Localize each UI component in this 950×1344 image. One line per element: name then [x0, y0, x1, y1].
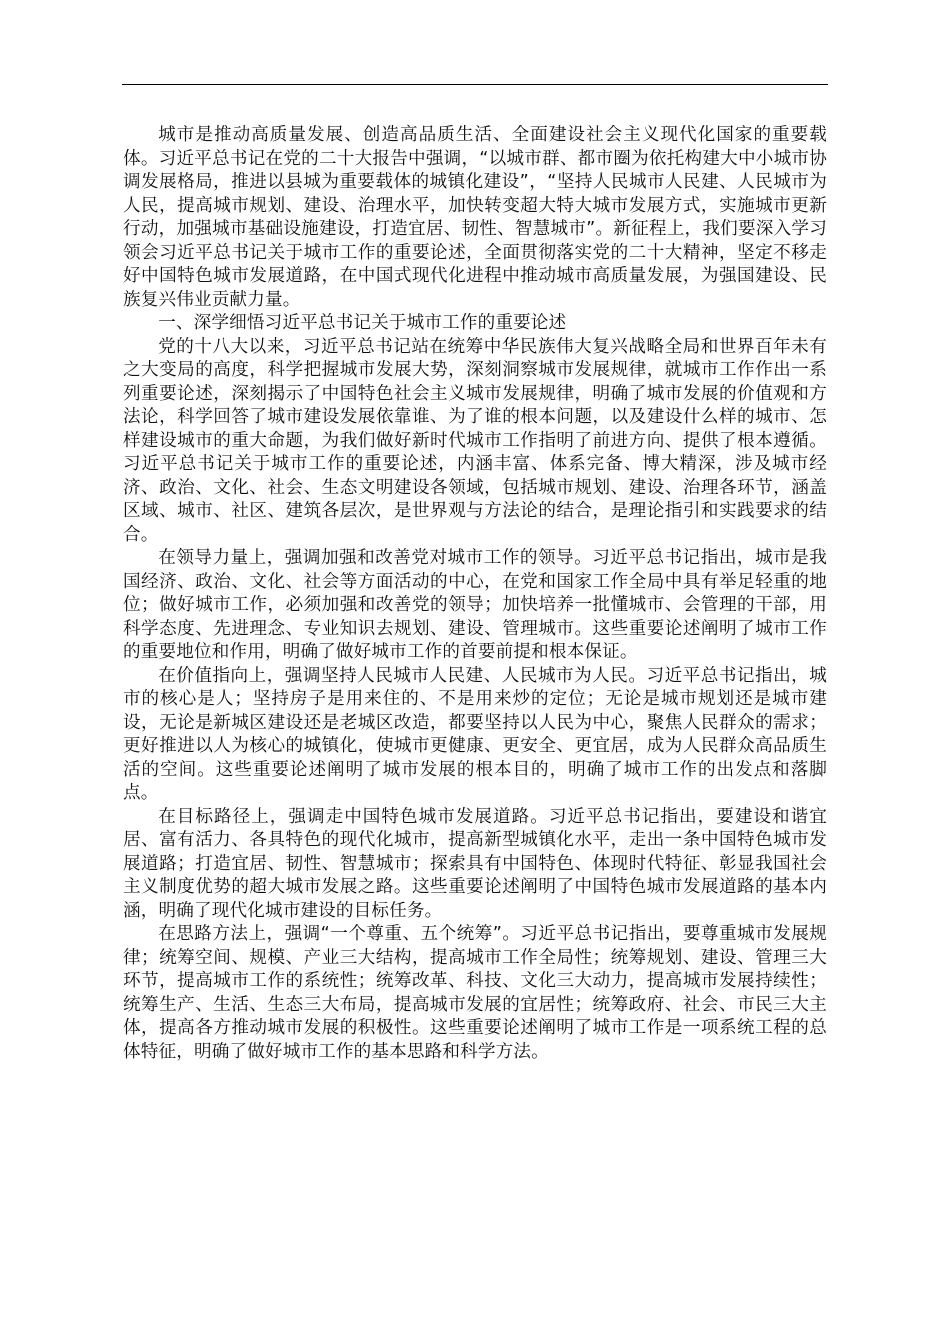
paragraph-intro: 城市是推动高质量发展、创造高品质生活、全面建设社会主义现代化国家的重要载体。习近平总书记在党的二十大报告中强调，“以城市群、都市圈为依托构建大中小城市协调发展格局，推进以县城为重要载体的城镇化建设”，“坚持人民城市人民建、人民城市为人民，提高城市规划、建设、治理水平，加快转变超大特大城市发展方式，实施城市更新行动，加强城市基础设施建设，打造宜居、韧性、智慧城市”。新征程上，我们要深入学习领会习近平总书记关于城市工作的重要论述，全面贯彻落实党的二十大精神，坚定不移走好中国特色城市发展道路，在中国式现代化进程中推动城市高质量发展，为强国建设、民族复兴伟业贡献力量。 — [123, 125, 827, 310]
article-body — [123, 124, 827, 1064]
paragraph-leadership: 在领导力量上，强调加强和改善党对城市工作的领导。习近平总书记指出，城市是我国经济、政治、文化、社会等方面活动的中心，在党和国家工作全局中具有举足轻重的地位；做好城市工作，必须加强和改善党的领导；加快培养一批懂城市、会管理的干部，用科学态度、先进理念、专业知识去规划、建设、管理城市。这些重要论述阐明了城市工作的重要地位和作用，明确了做好城市工作的首要前提和根本保证。 — [123, 548, 827, 662]
paragraph-values: 在价值指向上，强调坚持人民城市人民建、人民城市为人民。习近平总书记指出，城市的核心是人；坚持房子是用来住的、不是用来炒的定位；无论是城市规划还是城市建设，无论是新城区建设还是老城区改造，都要坚持以人民为中心，聚焦人民群众的需求；更好推进以人为核心的城镇化，使城市更健康、更安全、更宜居，成为人民群众高品质生活的空间。这些重要论述阐明了城市发展的根本目的，明确了城市工作的出发点和落脚点。 — [123, 665, 827, 803]
paragraph-methods: 在思路方法上，强调“一个尊重、五个统筹”。习近平总书记指出，要尊重城市发展规律；统筹空间、规模、产业三大结构，提高城市工作全局性；统筹规划、建设、管理三大环节，提高城市工作的系统性；统筹改革、科技、文化三大动力，提高城市发展持续性；统筹生产、生活、生态三大布局，提高城市发展的宜居性；统筹政府、社会、市民三大主体，提高各方推动城市发展的积极性。这些重要论述阐明了城市工作是一项系统工程的总体特征，明确了做好城市工作的基本思路和科学方法。 — [123, 924, 827, 1062]
header-rule — [122, 84, 828, 85]
paragraph-goals: 在目标路径上，强调走中国特色城市发展道路。习近平总书记指出，要建设和谐宜居、富有活力、各具特色的现代化城市，提高新型城镇化水平，走出一条中国特色城市发展道路；打造宜居、韧性、智慧城市；探索具有中国特色、体现时代特征、彰显我国社会主义制度优势的超大城市发展之路。这些重要论述阐明了中国特色城市发展道路的基本内涵，明确了现代化城市建设的目标任务。 — [123, 806, 827, 921]
paragraph-overview: 党的十八大以来，习近平总书记站在统筹中华民族伟大复兴战略全局和世界百年未有之大变局的高度，科学把握城市发展大势，深刻洞察城市发展规律，就城市工作作出一系列重要论述，深刻揭示了中国特色社会主义城市发展规律，明确了城市发展的价值观和方法论，科学回答了城市建设发展依靠谁、为了谁的根本问题，以及建设什么样的城市、怎样建设城市的重大命题，为我们做好新时代城市工作指明了前进方向、提供了根本遵循。习近平总书记关于城市工作的重要论述，内涵丰富、体系完备、博大精深，涉及城市经济、政治、文化、社会、生态文明建设各领域，包括城市规划、建设、治理各环节，涵盖区域、城市、社区、建筑各层次，是世界观与方法论的结合，是理论指引和实践要求的结合。 — [123, 336, 827, 545]
section-heading-1: 一、深学细悟习近平总书记关于城市工作的重要论述 — [158, 313, 567, 333]
